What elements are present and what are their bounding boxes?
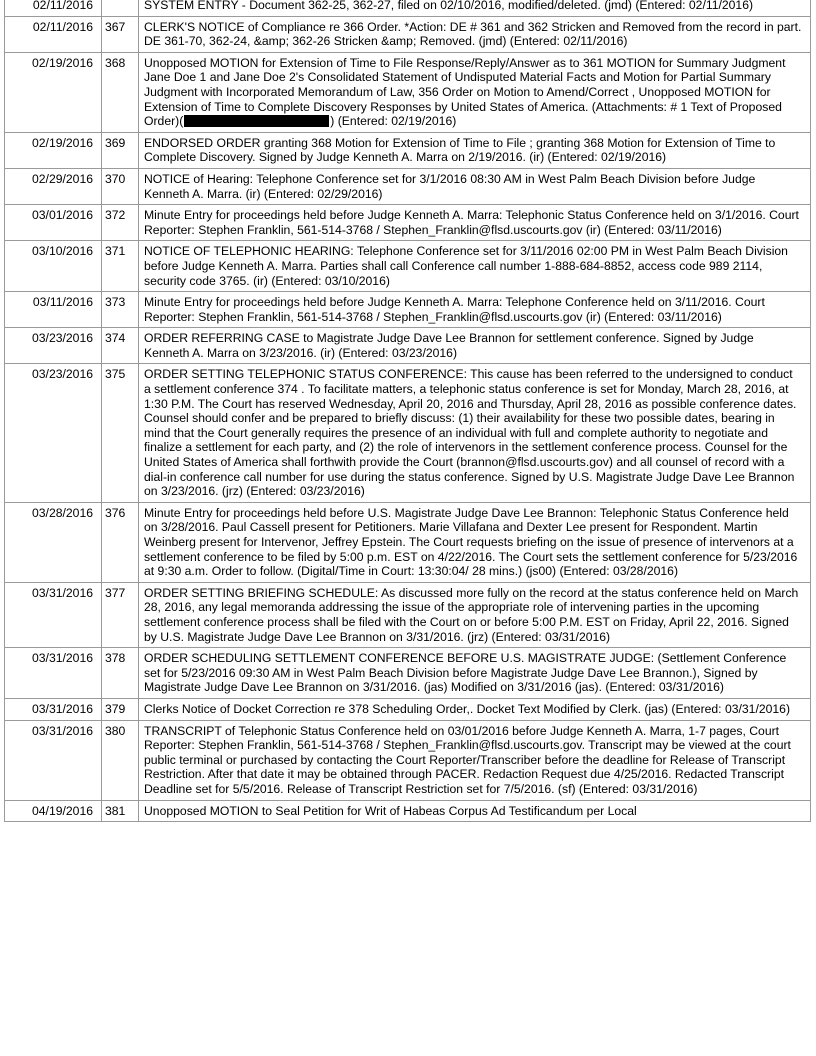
docket-date: 03/11/2016 (5, 292, 102, 328)
docket-row (5, 168, 811, 204)
docket-text (139, 502, 811, 582)
docket-text (139, 648, 811, 699)
docket-text (139, 52, 811, 132)
docket-row (5, 502, 811, 582)
docket-text-content: Clerks Notice of Docket Correction re 378 Scheduling Order,. Docket Text Modified by Clerk. (jas) (Entered: 03/31/2016) (144, 701, 791, 716)
docket-number: 376 (102, 502, 139, 582)
docket-text (139, 132, 811, 168)
docket-number: 368 (102, 52, 139, 132)
docket-number: 374 (102, 328, 139, 364)
docket-text (139, 16, 811, 52)
docket-date: 02/19/2016 (5, 132, 102, 168)
docket-text-content: ORDER SCHEDULING SETTLEMENT CONFERENCE BEFORE U.S. MAGISTRATE JUDGE: (Settlement Conference set for 5/23/2016 09:30 AM in West Palm Beach Division before Magistrate Judge Dave Lee Brannon.), Signed by Magistrate Judge Dave Lee Brannon on 3/31/2016. (jas) Modified on 3/31/2016 (jas). (Entered: 03/31/2016) (144, 651, 787, 695)
docket-date: 03/31/2016 (5, 648, 102, 699)
docket-row (5, 698, 811, 720)
docket-text-content: ENDORSED ORDER granting 368 Motion for Extension of Time to File ; granting 368 Motion for Extension of Time to Complete Discovery. Signed by Judge Kenneth A. Marra on 2/19/2016. (ir) (Entered: 02/19/2016) (144, 135, 776, 165)
docket-text (139, 698, 811, 720)
docket-text-content: ORDER SETTING BRIEFING SCHEDULE: As discussed more fully on the record at the status conference held on March 28, 2016, any legal memoranda addressing the issue of the appropriate role of intervening parties in the upcoming settlement conference process shall be filed with the Court on or before 5:00 P.M. EST on Friday, April 22, 2016. Signed by U.S. Magistrate Judge Dave Lee Brannon on 3/31/2016. (jrz) (Entered: 03/31/2016) (144, 585, 799, 644)
docket-text-content: SYSTEM ENTRY - Document 362-25, 362-27, filed on 02/10/2016, modified/deleted. (jmd) (Entered: 02/11/2016) (144, 0, 754, 12)
docket-number: 367 (102, 16, 139, 52)
docket-date: 03/23/2016 (5, 364, 102, 502)
docket-number: 380 (102, 720, 139, 800)
docket-number: 369 (102, 132, 139, 168)
docket-text-content: NOTICE of Hearing: Telephone Conference set for 3/1/2016 08:30 AM in West Palm Beach Division before Judge Kenneth A. Marra. (ir) (Entered: 02/29/2016) (144, 171, 756, 201)
docket-text (139, 168, 811, 204)
redaction-block (184, 115, 329, 127)
docket-row (5, 52, 811, 132)
docket-row (5, 205, 811, 241)
docket-row (5, 0, 811, 16)
docket-row (5, 241, 811, 292)
docket-date: 02/29/2016 (5, 168, 102, 204)
docket-text (139, 0, 811, 16)
docket-body (5, 0, 811, 822)
docket-date: 03/28/2016 (5, 502, 102, 582)
docket-number: 379 (102, 698, 139, 720)
docket-text-content: Minute Entry for proceedings held before Judge Kenneth A. Marra: Telephone Conference held on 3/11/2016. Court Reporter: Stephen Franklin, 561-514-3768 / Stephen_Franklin@flsd.uscourts.gov (ir) (Entered: 03/11/2016) (144, 295, 765, 324)
docket-text-content: TRANSCRIPT of Telephonic Status Conference held on 03/01/2016 before Judge Kenneth A. Marra, 1-7 pages, Court Reporter: Stephen Franklin, 561-514-3768 / Stephen_Franklin@flsd.uscourts.gov. Transcript may be viewed at the court public terminal or purchased by contacting the Court Reporter/Transcriber before the deadline for Release of Transcript Restriction. After that date it may be obtained through PACER. Redaction Request due 4/25/2016. Redacted Transcript Deadline set for 5/5/2016. Release of Transcript Restriction set for 7/5/2016. (sf) (Entered: 03/31/2016) (144, 723, 791, 796)
docket-number (102, 0, 139, 16)
docket-date: 02/11/2016 (5, 16, 102, 52)
docket-row (5, 720, 811, 800)
docket-table (4, 0, 811, 822)
docket-text (139, 582, 811, 647)
docket-date: 02/11/2016 (5, 0, 102, 16)
docket-text-content: Unopposed MOTION for Extension of Time to File Response/Reply/Answer as to 361 MOTION for Summary Judgment Jane Doe 1 and Jane Doe 2's Consolidated Statement of Undisputed Material Facts and Motion for Partial Summary Judgment with Incorporated Memorandum of Law, 356 Order on Motion to Amend/Correct , Unopposed MOTION for Extension of Time to Complete Discovery Responses by United States of America. (Attachments: # 1 Text of Proposed Order)( (144, 55, 786, 129)
docket-text-content: NOTICE OF TELEPHONIC HEARING: Telephone Conference set for 3/11/2016 02:00 PM in West Palm Beach Division before Judge Kenneth A. Marra. Parties shall call Conference call number 1-888-684-8852, access code 989 2114, security code 3765. (ir) (Entered: 03/10/2016) (144, 244, 788, 288)
docket-text (139, 800, 811, 822)
docket-text-content: ORDER SETTING TELEPHONIC STATUS CONFERENCE: This cause has been referred to the undersigned to conduct a settlement conference 374 . To facilitate matters, a telephonic status conference is set for Monday, March 28, 2016, at 1:30 P.M. The Court has reserved Wednesday, April 20, 2016 and Thursday, April 28, 2016 as possible conference dates. Counsel should confer and be prepared to briefly discuss: (1) their availability for these two possible dates, bearing in mind that the Court generally requires the presence of an individual with full and complete authority to negotiate and finalize a settlement for each party, and (2) the role of intervenors in the settlement conference process. Counsel for the United States of America shall forthwith provide the Court (brannon@flsd.uscourts.gov) and all counsel of record with a dial-in conference call number for use during the status conference. Signed by U.S. Magistrate Judge Dave Lee Brannon on 3/23/2016. (jrz) (Entered: 03/23/2016) (144, 367, 797, 499)
docket-row (5, 16, 811, 52)
docket-text (139, 205, 811, 241)
docket-text-content: Unopposed MOTION to Seal Petition for Writ of Habeas Corpus Ad Testificandum per Local (144, 803, 637, 818)
docket-date: 03/31/2016 (5, 720, 102, 800)
docket-number: 381 (102, 800, 139, 822)
docket-text (139, 241, 811, 292)
docket-text-content: ORDER REFERRING CASE to Magistrate Judge Dave Lee Brannon for settlement conference. Signed by Judge Kenneth A. Marra on 3/23/2016. (ir) (Entered: 03/23/2016) (144, 331, 754, 360)
docket-text-content: CLERK'S NOTICE of Compliance re 366 Order. *Action: DE # 361 and 362 Stricken and Removed from the record in part. DE 361-70, 362-24, &amp; 362-26 Stricken &amp; Removed. (jmd) (Entered: 02/11/2016) (144, 19, 802, 49)
docket-row (5, 582, 811, 647)
docket-text (139, 364, 811, 502)
docket-text-content: Minute Entry for proceedings held before Judge Kenneth A. Marra: Telephonic Status Conference held on 3/1/2016. Court Reporter: Stephen Franklin, 561-514-3768 / Stephen_Franklin@flsd.uscourts.gov (ir) (Entered: 03/11/2016) (144, 208, 799, 237)
docket-number: 375 (102, 364, 139, 502)
docket-number: 370 (102, 168, 139, 204)
docket-date: 03/31/2016 (5, 698, 102, 720)
docket-number: 371 (102, 241, 139, 292)
docket-number: 378 (102, 648, 139, 699)
docket-text-content: Minute Entry for proceedings held before U.S. Magistrate Judge Dave Lee Brannon: Telephonic Status Conference held on 3/28/2016. Paul Cassell present for Petitioners. Marie Villafana and Dexter Lee present for Respondent. Martin Weinberg present for Intervenor, Jeffrey Epstein. The Court requests briefing on the issue of presence of intervenors at a settlement conference to be filed by 5:00 p.m. EST on 4/22/2016. The Court sets the settlement conference for 5/23/2016 at 9:30 a.m. Order to follow. (Digital/Time in Court: 13:30:04/ 28 mins.) (js00) (Entered: 03/28/2016) (144, 505, 798, 579)
docket-row (5, 292, 811, 328)
docket-row (5, 648, 811, 699)
docket-text (139, 720, 811, 800)
docket-text (139, 328, 811, 364)
docket-date: 03/10/2016 (5, 241, 102, 292)
docket-row (5, 132, 811, 168)
docket-text (139, 292, 811, 328)
docket-row (5, 800, 811, 822)
docket-row (5, 328, 811, 364)
docket-date: 02/19/2016 (5, 52, 102, 132)
docket-number: 377 (102, 582, 139, 647)
docket-date: 03/23/2016 (5, 328, 102, 364)
docket-number: 373 (102, 292, 139, 328)
docket-date: 04/19/2016 (5, 800, 102, 822)
docket-number: 372 (102, 205, 139, 241)
docket-date: 03/31/2016 (5, 582, 102, 647)
docket-date: 03/01/2016 (5, 205, 102, 241)
docket-text-continued: ) (Entered: 02/19/2016) (330, 114, 457, 129)
docket-row (5, 364, 811, 502)
